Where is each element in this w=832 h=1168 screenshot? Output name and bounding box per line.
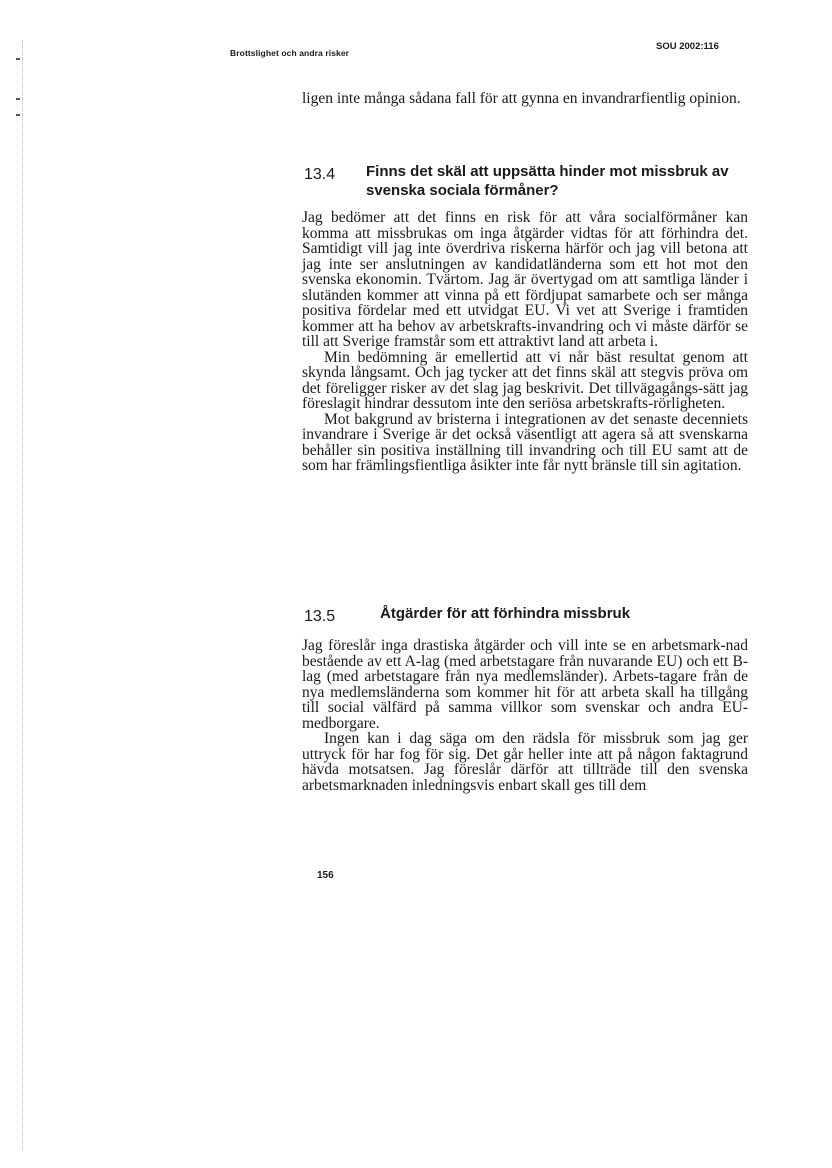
intro-paragraph-block bbox=[302, 91, 748, 107]
body-paragraph: Mot bakgrund av bristerna i integrationen av det senaste decenniets invandrare i Sverige är det också väsentligt att agera så att svenskarna behåller sin positiva inställning till invandring och till EU samt att de som har främlingsfientliga åsikter inte får nytt bränsle till sin agitation. bbox=[302, 410, 748, 474]
body-paragraph: Ingen kan i dag säga om den rädsla för missbruk som jag ger uttryck för har fog för sig. Det går heller inte att på någon faktagrund hävda motsatsen. Jag föreslår därför att tillträde till den svenska arbetsmarknaden inledningsvis enbart skall ges till dem bbox=[302, 730, 748, 794]
scan-mark bbox=[16, 58, 20, 60]
scan-mark bbox=[16, 114, 20, 116]
page-number: 156 bbox=[317, 870, 334, 881]
section-13-4-body bbox=[302, 210, 748, 474]
section-heading-13-4 bbox=[304, 162, 744, 202]
body-paragraph: Jag föreslår inga drastiska åtgärder och vill inte se en arbetsmark-nad bestående av ett A-lag (med arbetstagare från nuvarande EU) och ett B-lag (med arbetstagare från nya medlemsländer). Arbets-tagare från de nya medlemsländerna som kommer hit för att arbeta skall ha tillgång till social välfärd på samma villkor som svenskar och andra EU-medborgare. bbox=[302, 637, 748, 732]
running-head-report-id: SOU 2002:116 bbox=[656, 41, 719, 52]
body-paragraph: Min bedömning är emellertid att vi når bäst resultat genom att skynda långsamt. Och jag tycker att det finns skäl att stegvis pröva om det föreligger risker av det slag jag beskrivit. Det tillvägagångs-sätt jag föreslagit hindrar dessutom inte den seriösa arbetskrafts-rörligheten. bbox=[302, 348, 748, 412]
intro-paragraph: ligen inte många sådana fall för att gynna en invandrarfientlig opinion. bbox=[302, 90, 741, 107]
scan-mark bbox=[16, 98, 20, 100]
section-number: 13.5 bbox=[304, 608, 336, 625]
section-number: 13.4 bbox=[304, 166, 336, 183]
section-13-5-body bbox=[302, 638, 748, 793]
section-title: Åtgärder för att förhindra missbruk bbox=[380, 605, 631, 622]
section-heading-13-5 bbox=[304, 604, 744, 628]
scan-margin-line bbox=[22, 40, 23, 1150]
running-head-chapter: Brottslighet och andra risker bbox=[230, 48, 350, 58]
section-title: Finns det skäl att uppsätta hinder mot missbruk av svenska sociala förmåner? bbox=[366, 163, 729, 199]
body-paragraph: Jag bedömer att det finns en risk för att våra socialförmåner kan komma att missbrukas om inga åtgärder vidtas för att förhindra det. Samtidigt vill jag inte överdriva riskerna härför och jag vill betona att jag inte ser anslutningen av kandidatländerna som ett hot mot den svenska ekonomin. Tvärtom. Jag är övertygad om att samtliga länder i slutänden kommer att vinna på ett fördjupat samarbete och ser många positiva fördelar med ett utvidgat EU. Vi vet att Sverige i framtiden kommer att ha behov av arbetskrafts-invandring och vi måste därför se till att Sverige framstår som ett attraktivt land att arbeta i. bbox=[302, 209, 748, 350]
